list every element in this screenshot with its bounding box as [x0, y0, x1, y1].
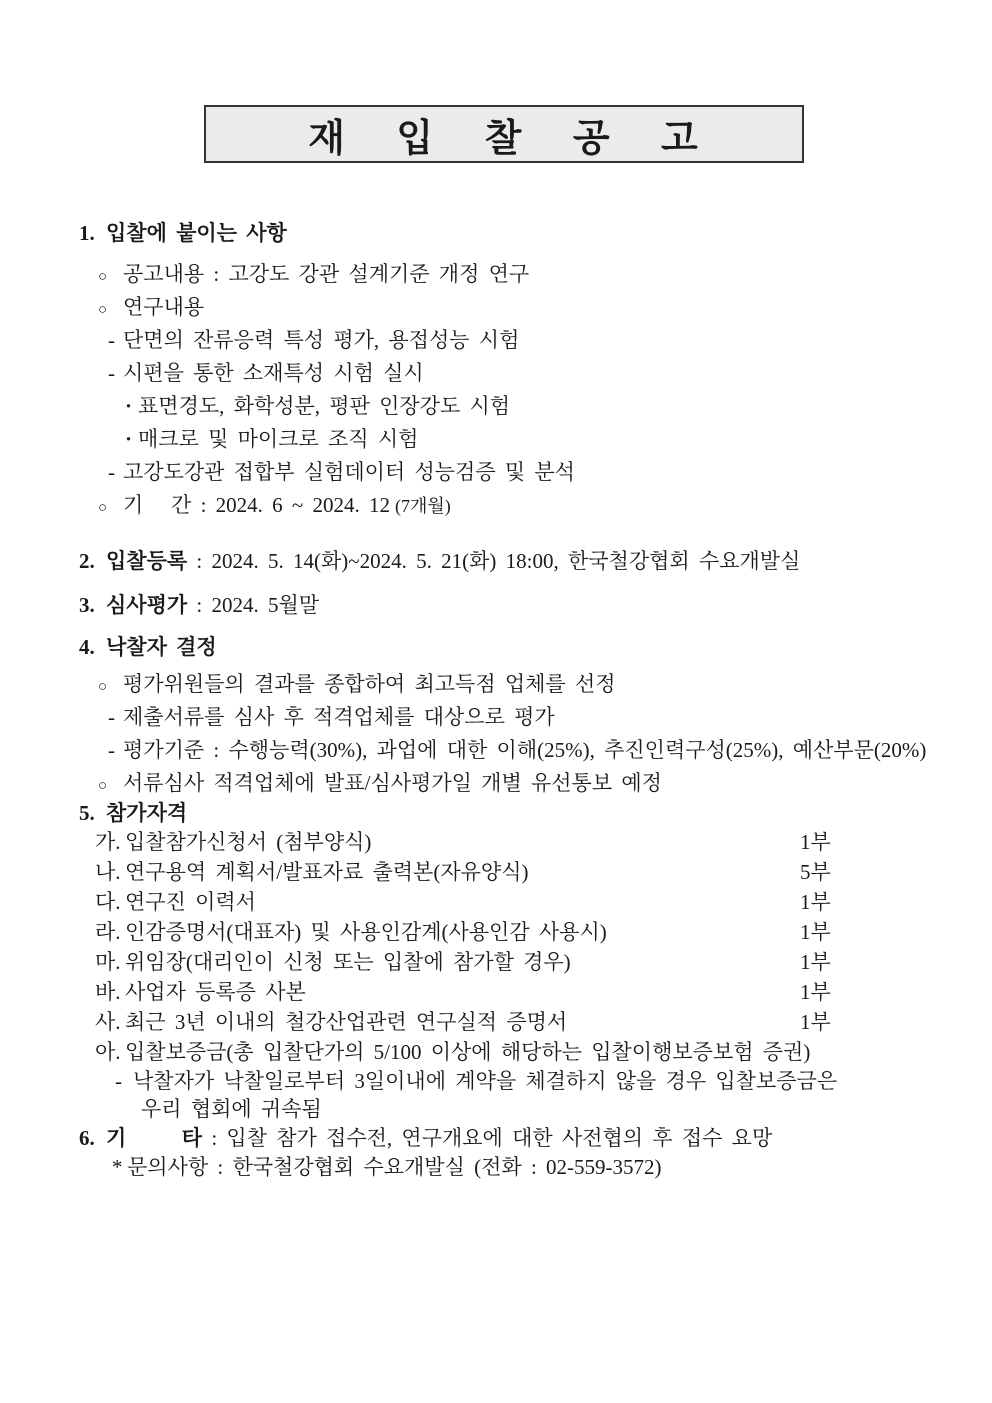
row-label: 입찰보증금(총 입찰단가의 5/100 이상에 해당하는 입찰이행보증보험 증권): [125, 1040, 811, 1064]
list-item: [0, 390, 992, 423]
list-item-text: 낙찰자가 낙찰일로부터 3일이내에 계약을 체결하지 않을 경우 입찰보증금은: [133, 1069, 838, 1093]
section-number: 3.: [79, 593, 95, 617]
section-number: 1.: [79, 221, 95, 245]
dot-bullet-icon: ·: [125, 394, 133, 418]
qualification-row: [0, 1007, 992, 1037]
section-5-heading: [0, 800, 992, 827]
circle-bullet-icon: ○: [98, 302, 108, 318]
list-item: [0, 734, 992, 767]
list-item: [0, 1067, 992, 1095]
qualification-row: [0, 857, 992, 887]
circle-bullet-icon: ○: [98, 778, 108, 794]
section-number: 6.: [79, 1126, 95, 1150]
list-item: [0, 423, 992, 456]
list-item-text: 시편을 통한 소재특성 시험 실시: [123, 361, 424, 385]
section-text: : 2024. 5. 14(화)~2024. 5. 21(화) 18:00, 한국철강협회 수요개발실: [187, 549, 801, 573]
row-label: 사업자 등록증 사본: [125, 980, 306, 1004]
row-label: 입찰참가신청서 (첨부양식): [125, 830, 372, 854]
list-item: [0, 357, 992, 390]
contact-note: [0, 1153, 992, 1181]
section-heading-text: 입찰등록: [106, 549, 188, 573]
row-letter: 마.: [95, 950, 121, 974]
list-item-text: 기 간 : 2024. 6 ~ 2024. 12: [123, 493, 391, 517]
list-item-text: 매크로 및 마이크로 조직 시험: [138, 427, 419, 451]
list-item: [0, 668, 992, 701]
circle-bullet-icon: ○: [98, 679, 108, 695]
asterisk-icon: *: [112, 1155, 123, 1179]
circle-bullet-icon: ○: [98, 500, 108, 516]
section-4: [0, 631, 992, 800]
list-item: [0, 324, 992, 357]
section-4-heading: [0, 631, 992, 664]
section-text: : 입찰 참가 접수전, 연구개요에 대한 사전협의 후 접수 요망: [202, 1126, 773, 1150]
list-item-text: 제출서류를 심사 후 적격업체를 대상으로 평가: [123, 705, 555, 729]
copy-count: 1부: [800, 830, 831, 854]
list-item-text: 연구내용: [123, 295, 205, 319]
list-item: [0, 701, 992, 734]
copy-count: 1부: [800, 950, 831, 974]
dash-bullet-icon: -: [108, 328, 115, 352]
document-title: 재 입 찰 공 고: [308, 117, 700, 160]
list-item-text: 표면경도, 화학성분, 평판 인장강도 시험: [138, 394, 511, 418]
dash-bullet-icon: -: [108, 361, 115, 385]
list-item-text: 서류심사 적격업체에 발표/심사평가일 개별 유선통보 예정: [123, 771, 662, 795]
section-number: 2.: [79, 549, 95, 573]
copy-count: 1부: [800, 1010, 831, 1034]
copy-count: 1부: [800, 920, 831, 944]
section-heading-text: 참가자격: [106, 801, 188, 825]
duration-note: (7개월): [395, 496, 451, 516]
circle-bullet-icon: ○: [98, 269, 108, 285]
list-item-text: 평가기준 : 수행능력(30%), 과업에 대한 이해(25%), 추진인력구성(25%), 예산부문(20%): [123, 738, 927, 762]
list-item-text: 평가위원들의 결과를 종합하여 최고득점 업체를 선정: [123, 672, 616, 696]
copy-count: 1부: [800, 890, 831, 914]
section-6: [0, 1123, 992, 1181]
qualification-row: [0, 917, 992, 947]
section-3: [0, 589, 992, 622]
document-body: [0, 217, 992, 1181]
row-letter: 나.: [95, 860, 121, 884]
section-number: 5.: [79, 801, 95, 825]
section-heading-text: 심사평가: [106, 593, 188, 617]
dash-bullet-icon: -: [108, 705, 115, 729]
row-label: 연구용역 계획서/발표자료 출력본(자유양식): [125, 860, 529, 884]
list-item-text: 우리 협회에 귀속됨: [141, 1097, 322, 1121]
list-item-continuation: [0, 1095, 992, 1123]
section-heading-text: 입찰에 붙이는 사항: [106, 221, 287, 245]
section-heading-text: 기 타: [106, 1126, 203, 1150]
section-2-heading: [0, 545, 992, 578]
section-2: [0, 545, 992, 578]
copy-count: 1부: [800, 980, 831, 1004]
list-item: [0, 291, 992, 324]
document-title-box: [204, 105, 804, 163]
dot-bullet-icon: ·: [125, 427, 133, 451]
row-label: 위임장(대리인이 신청 또는 입찰에 참가할 경우): [125, 950, 571, 974]
row-letter: 라.: [95, 920, 121, 944]
list-item-text: 단면의 잔류응력 특성 평가, 용접성능 시험: [123, 328, 520, 352]
section-1: [0, 217, 992, 522]
contact-note-text: 문의사항 : 한국철강협회 수요개발실 (전화 : 02-559-3572): [127, 1155, 662, 1179]
list-item: [0, 456, 992, 489]
dash-bullet-icon: -: [115, 1069, 122, 1093]
row-letter: 바.: [95, 980, 121, 1004]
qualification-row: [0, 827, 992, 857]
row-label: 최근 3년 이내의 철강산업관련 연구실적 증명서: [125, 1010, 568, 1034]
dash-bullet-icon: -: [108, 460, 115, 484]
row-letter: 다.: [95, 890, 121, 914]
row-label: 연구진 이력서: [125, 890, 256, 914]
section-6-heading: [0, 1123, 992, 1153]
section-1-heading: [0, 217, 992, 250]
row-label: 인감증명서(대표자) 및 사용인감계(사용인감 사용시): [125, 920, 607, 944]
list-item-text: 고강도강관 접합부 실험데이터 성능검증 및 분석: [123, 460, 575, 484]
row-letter: 사.: [95, 1010, 121, 1034]
list-item: [0, 489, 992, 522]
qualification-row: [0, 947, 992, 977]
dash-bullet-icon: -: [108, 738, 115, 762]
section-5: [0, 800, 992, 1123]
section-3-heading: [0, 589, 992, 622]
row-letter: 아.: [95, 1040, 121, 1064]
qualification-row: [0, 887, 992, 917]
section-number: 4.: [79, 635, 95, 659]
list-item: [0, 258, 992, 291]
row-letter: 가.: [95, 830, 121, 854]
section-heading-text: 낙찰자 결정: [106, 635, 217, 659]
section-text: : 2024. 5월말: [187, 593, 320, 617]
list-item: [0, 767, 992, 800]
copy-count: 5부: [800, 860, 831, 884]
qualification-row: [0, 977, 992, 1007]
list-item-text: 공고내용 : 고강도 강관 설계기준 개정 연구: [123, 262, 530, 286]
qualification-row: [0, 1037, 992, 1067]
